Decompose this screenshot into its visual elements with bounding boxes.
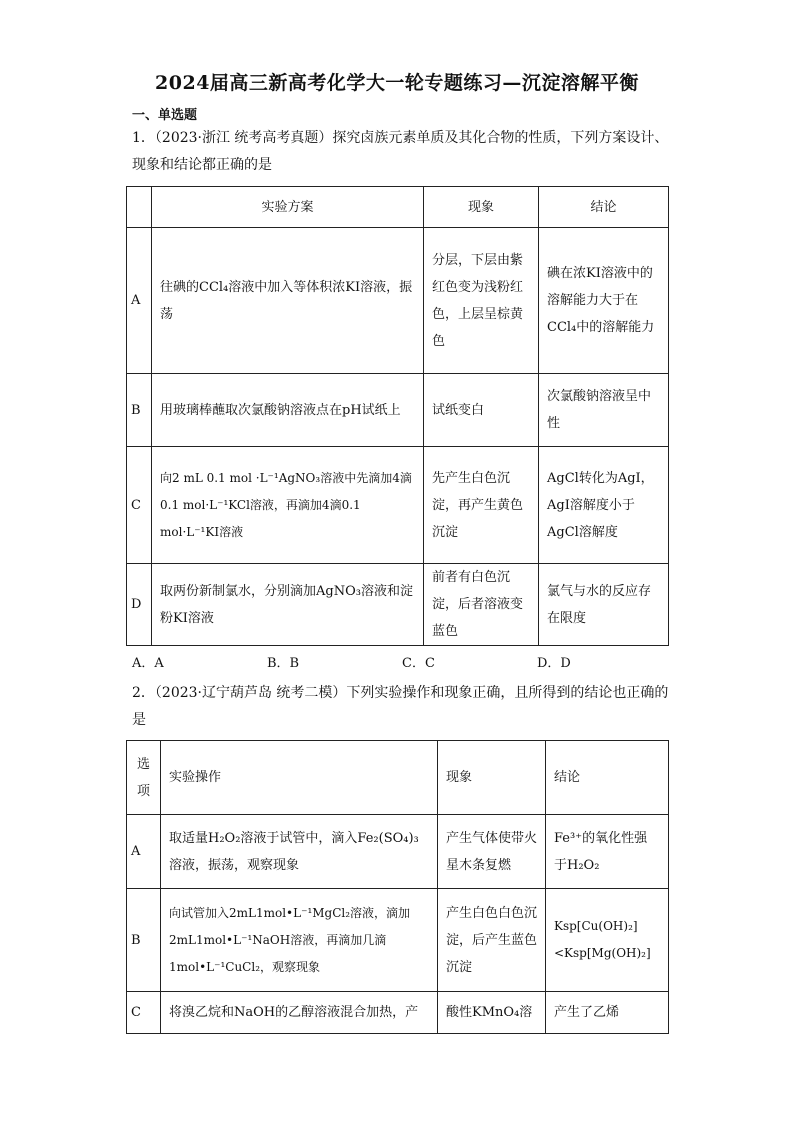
phenomenon-cell: 先产生白色沉淀，再产生黄色沉淀	[424, 447, 539, 564]
option-label: D	[127, 564, 152, 646]
choice-c[interactable]: C．C	[402, 656, 435, 671]
table-header-row	[127, 741, 669, 815]
header-cell: 实验方案	[152, 187, 424, 228]
choice-b[interactable]: B．B	[267, 656, 300, 671]
conclusion-cell: Fe³⁺的氧化性强于H₂O₂	[546, 815, 669, 889]
option-label: C	[127, 992, 161, 1034]
conclusion-cell: 氯气与水的反应存在限度	[539, 564, 669, 646]
option-label: B	[127, 374, 152, 447]
phenomenon-cell: 产生气体使带火星木条复燃	[438, 815, 546, 889]
table-header-row	[127, 187, 669, 228]
plan-cell: 将溴乙烷和NaOH的乙醇溶液混合加热，产	[161, 992, 438, 1034]
phenomenon-cell: 前者有白色沉淀，后者溶液变蓝色	[424, 564, 539, 646]
option-label: B	[127, 889, 161, 992]
header-cell: 选项	[127, 741, 161, 815]
question-1-table	[126, 186, 669, 646]
plan-cell: 向2 mL 0.1 mol ·L⁻¹AgNO₃溶液中先滴加4滴0.1 mol·L⁻¹KCl溶液，再滴加4滴0.1 mol·L⁻¹KI溶液	[152, 447, 424, 564]
header-cell: 现象	[438, 741, 546, 815]
page-title: 2024届高三新高考化学大一轮专题练习—沉淀溶解平衡	[155, 72, 639, 94]
question-2-table	[126, 740, 669, 1034]
header-cell: 现象	[424, 187, 539, 228]
conclusion-cell: 次氯酸钠溶液呈中性	[539, 374, 669, 447]
conclusion-cell: 产生了乙烯	[546, 992, 669, 1034]
plan-cell: 往碘的CCl₄溶液中加入等体积浓KI溶液，振荡	[152, 228, 424, 374]
option-label: A	[127, 815, 161, 889]
question-1-stem: 1．（2023·浙江 统考高考真题）探究卤族元素单质及其化合物的性质，下列方案设计、现象和结论都正确的是	[132, 130, 669, 173]
header-cell: 结论	[539, 187, 669, 228]
option-label: A	[127, 228, 152, 374]
conclusion-cell: 碘在浓KI溶液中的溶解能力大于在CCl₄中的溶解能力	[539, 228, 669, 374]
conclusion-cell: AgCl转化为AgI，AgI溶解度小于AgCl溶解度	[539, 447, 669, 564]
table-row	[127, 992, 669, 1034]
phenomenon-cell: 产生白色白色沉淀，后产生蓝色沉淀	[438, 889, 546, 992]
section-heading: 一、单选题	[132, 108, 198, 123]
header-cell	[127, 187, 152, 228]
question-1-choices	[132, 652, 672, 671]
plan-cell: 用玻璃棒蘸取次氯酸钠溶液点在pH试纸上	[152, 374, 424, 447]
conclusion-cell: Ksp[Cu(OH)₂]<Ksp[Mg(OH)₂]	[546, 889, 669, 992]
choice-a[interactable]: A．A	[132, 656, 164, 671]
phenomenon-cell: 分层，下层由紫红色变为浅粉红色，上层呈棕黄色	[424, 228, 539, 374]
option-label: C	[127, 447, 152, 564]
table-row	[127, 374, 669, 447]
plan-cell: 取适量H₂O₂溶液于试管中，滴入Fe₂(SO₄)₃溶液，振荡，观察现象	[161, 815, 438, 889]
choice-d[interactable]: D．D	[537, 656, 571, 671]
plan-cell: 向试管加入2mL1mol•L⁻¹MgCl₂溶液，滴加2mL1mol•L⁻¹NaOH溶液，再滴加几滴1mol•L⁻¹CuCl₂，观察现象	[161, 889, 438, 992]
table-row	[127, 228, 669, 374]
header-cell: 结论	[546, 741, 669, 815]
header-cell: 实验操作	[161, 741, 438, 815]
question-2-stem: 2．（2023·辽宁葫芦岛 统考二模）下列实验操作和现象正确，且所得到的结论也正确的是	[132, 685, 669, 728]
table-row	[127, 889, 669, 992]
phenomenon-cell: 酸性KMnO₄溶	[438, 992, 546, 1034]
table-row	[127, 564, 669, 646]
plan-cell: 取两份新制氯水，分别滴加AgNO₃溶液和淀粉KI溶液	[152, 564, 424, 646]
phenomenon-cell: 试纸变白	[424, 374, 539, 447]
table-row	[127, 447, 669, 564]
table-row	[127, 815, 669, 889]
